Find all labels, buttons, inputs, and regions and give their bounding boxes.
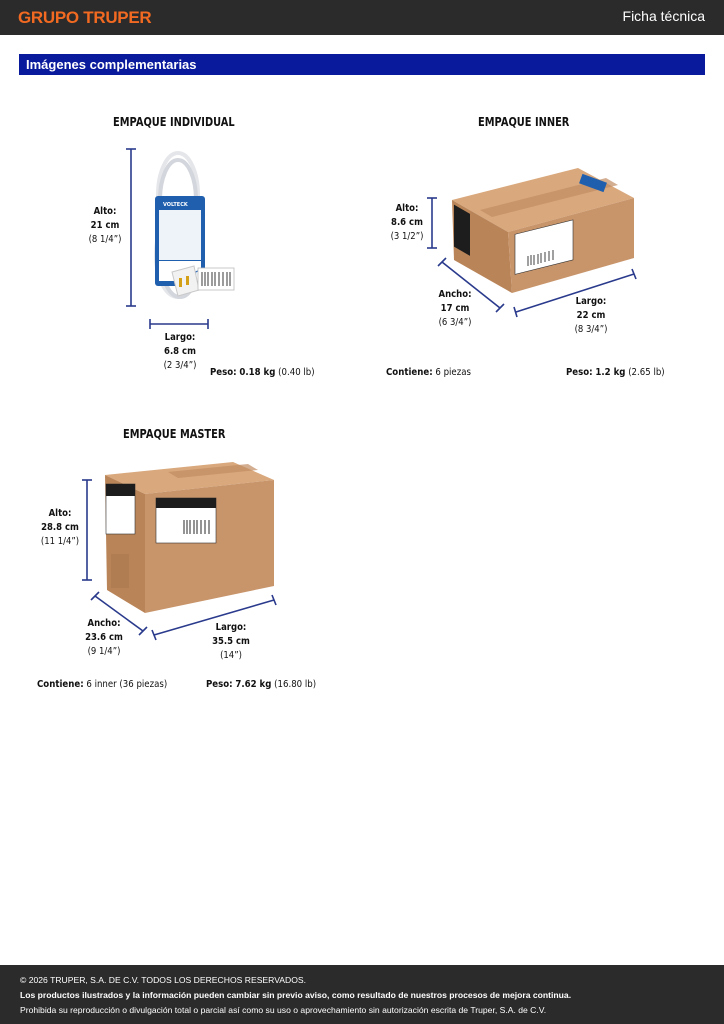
individual-weight: Peso: 0.18 kg (0.40 lb) — [210, 367, 315, 378]
truper-logo: GRUPO TRUPER — [18, 8, 152, 27]
product-brand: VOLTECK — [163, 202, 188, 208]
inner-weight: Peso: 1.2 kg (2.65 lb) — [566, 367, 665, 378]
doc-type-label: Ficha técnica — [622, 8, 705, 24]
footer-prohibition: Prohibida su reproducción o divulgación total o parcial así como su uso o aprovechamiento sin autorización escrita de Truper, S.A. de C.V. — [20, 1005, 547, 1015]
inner-contents: Contiene: 6 piezas — [386, 367, 471, 378]
master-box-image — [105, 462, 274, 613]
individual-largo-line — [150, 319, 208, 329]
master-title: EMPAQUE MASTER — [123, 427, 226, 441]
inner-largo-dimension: Largo: 22 cm (8 3/4”) — [574, 296, 608, 335]
master-largo-dimension: Largo: 35.5 cm (14”) — [212, 622, 250, 661]
inner-title: EMPAQUE INNER — [478, 115, 570, 129]
section-header — [19, 54, 705, 75]
master-contents: Contiene: 6 inner (36 piezas) — [37, 679, 168, 690]
footer-copyright: © 2026 TRUPER, S.A. DE C.V. TODOS LOS DERECHOS RESERVADOS. — [20, 975, 307, 985]
individual-title: EMPAQUE INDIVIDUAL — [113, 115, 235, 129]
individual-alto-dimension: Alto: 21 cm (8 1/4”) — [88, 206, 122, 245]
individual-largo-dimension: Largo: 6.8 cm (2 3/4”) — [163, 332, 197, 371]
inner-alto-dimension: Alto: 8.6 cm (3 1/2”) — [390, 203, 424, 242]
master-alto-dimension: Alto: 28.8 cm (11 1/4”) — [40, 508, 80, 547]
inner-ancho-dimension: Ancho: 17 cm (6 3/4”) — [438, 289, 472, 328]
master-figure — [78, 458, 293, 643]
individual-figure — [120, 140, 250, 320]
inner-box-image — [452, 168, 634, 293]
master-alto-line — [82, 480, 92, 580]
footer — [0, 965, 724, 1024]
inner-alto-line — [427, 198, 437, 248]
top-bar — [0, 0, 724, 35]
master-weight: Peso: 7.62 kg (16.80 lb) — [206, 679, 317, 690]
plug-image — [172, 266, 234, 296]
master-ancho-dimension: Ancho: 23.6 cm (9 1/4”) — [85, 618, 123, 657]
section-title: Imágenes complementarias — [26, 57, 197, 72]
individual-alto-line — [126, 149, 136, 306]
footer-notice: Los productos ilustrados y la información pueden cambiar sin previo aviso, como resultado de nuestros procesos de mejora continua. — [20, 990, 572, 1000]
